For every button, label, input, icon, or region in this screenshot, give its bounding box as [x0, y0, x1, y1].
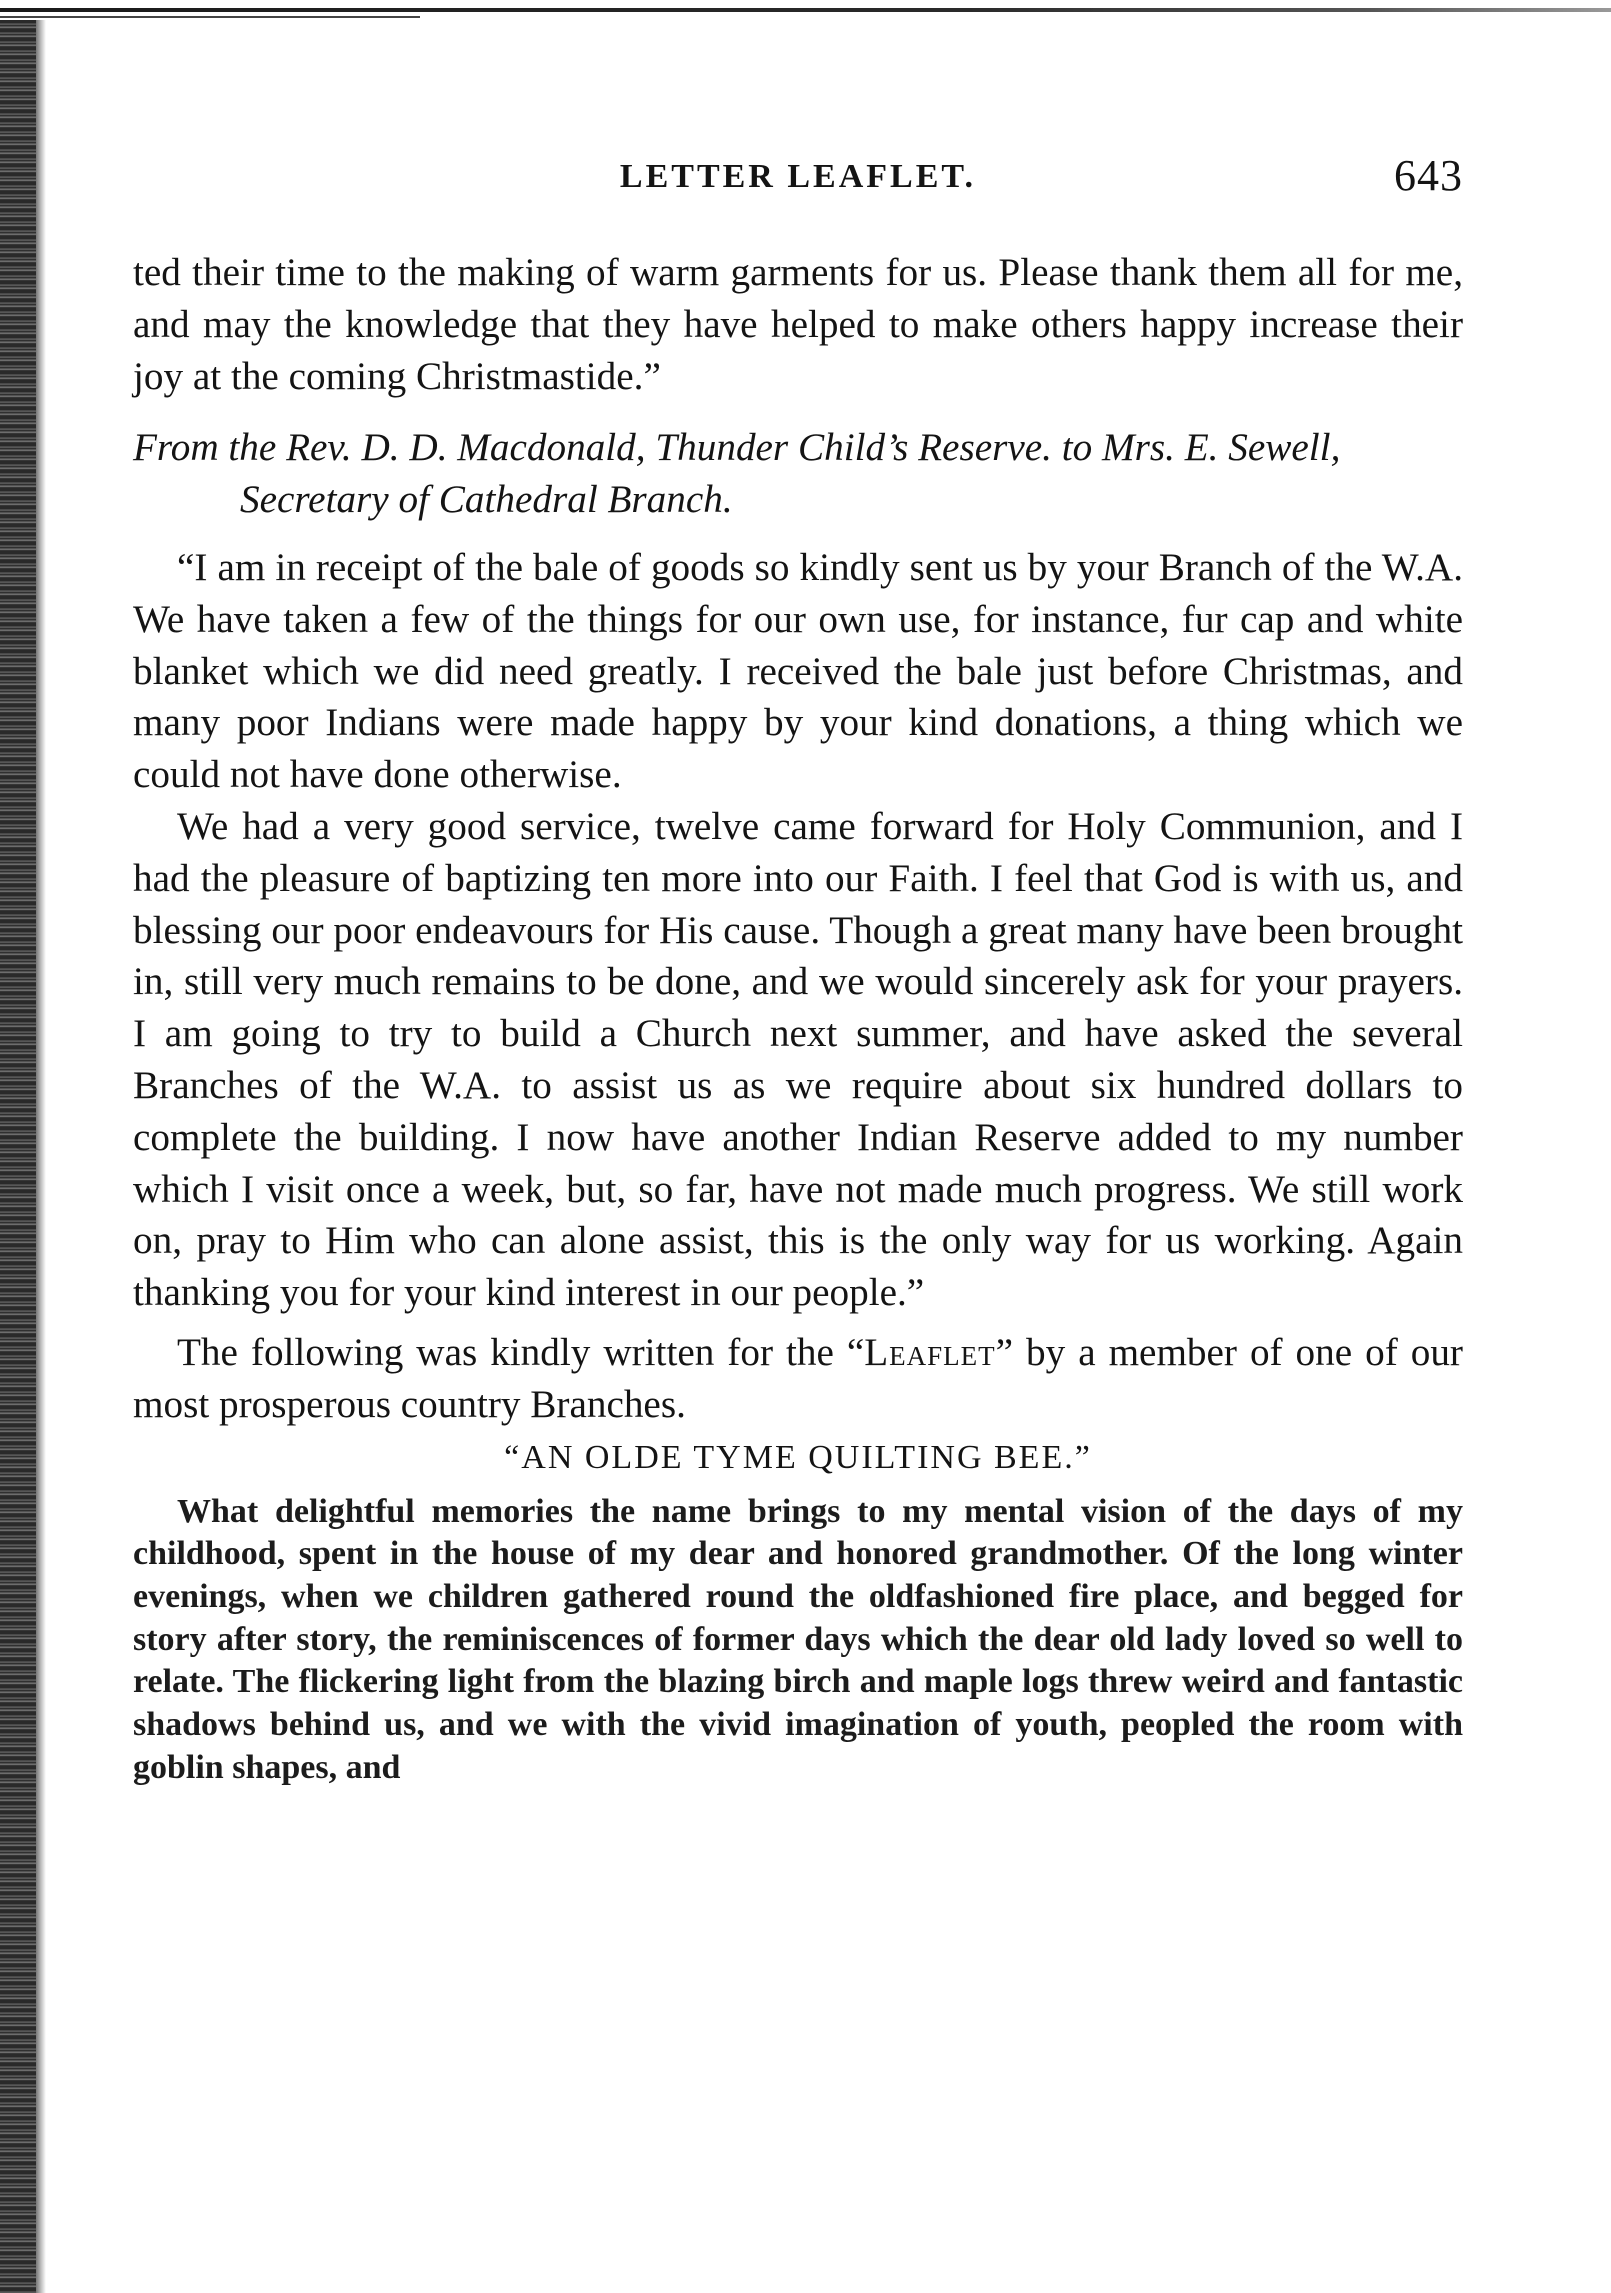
binding-shadow	[36, 20, 46, 2293]
paragraph-letter-opening: “I am in receipt of the bale of goods so kindly sent us by your Branch of the W.A. We have taken a few of the things for our own use, for instance, fur cap and white blanket which we did need greatly. I received the bale just before Christmas, and many poor Indians were made happy by your kind donations, a thing which we could not have done otherwise.	[133, 545, 1463, 797]
small-print-section	[133, 1491, 1463, 1790]
paragraph-quilting-bee: What delightful memories the name brings to my mental vision of the days of my childhood, spent in the house of my dear and honored grandmother. Of the long winter evenings, when we children gathered round the oldfashioned fire place, and begged for story after story, the reminiscences of former days which the dear old lady loved so well to relate. The flickering light from the blazing birch and maple logs threw weird and fantastic shadows behind us, and we with the vivid imagination of youth, peopled the room with goblin shapes, and	[133, 1492, 1463, 1786]
page-number: 643	[1394, 151, 1463, 200]
intro-text-before: The following was kindly written for the “	[177, 1330, 865, 1374]
page	[133, 0, 1463, 2293]
running-head	[133, 150, 1463, 210]
paragraph-continued: ted their time to the making of warm garments for us. Please thank them all for me, and may the knowledge that they have helped to make others happy increase their joy at the coming Christmastide.”	[133, 251, 1463, 398]
running-title: LETTER LEAFLET.	[619, 158, 977, 195]
paragraph-introduction	[133, 1327, 1463, 1431]
section-title: “AN OLDE TYME QUILTING BEE.”	[504, 1438, 1092, 1476]
page-body	[133, 247, 1463, 1789]
binding-edge	[0, 20, 36, 2293]
leaflet-smallcaps: Leaflet	[864, 1330, 996, 1374]
intro-text-after: ” by a member of one of our most prosperous country Branches.	[133, 1330, 1463, 1426]
letter-heading: From the Rev. D. D. Macdonald, Thunder Child’s Reserve. to Mrs. E. Sewell, Secretary of Cathedral Branch.	[133, 426, 1341, 522]
paragraph-letter-body: We had a very good service, twelve came forward for Holy Communion, and I had the pleasure of baptizing ten more into our Faith. I feel that God is with us, and blessing our poor endeavours for His cause. Though a great many have been brought in, still very much remains to be done, and we would sincerely ask for your prayers. I am going to try to build a Church next summer, and have asked the several Branches of the W.A. to assist us as we require about six hundred dollars to complete the building. I now have another Indian Reserve added to my number which I visit once a week, but, so far, have not made much progress. We still work on, pray to Him who can alone assist, this is the only way for us working. Again thanking you for your kind interest in our people.”	[133, 804, 1463, 1315]
